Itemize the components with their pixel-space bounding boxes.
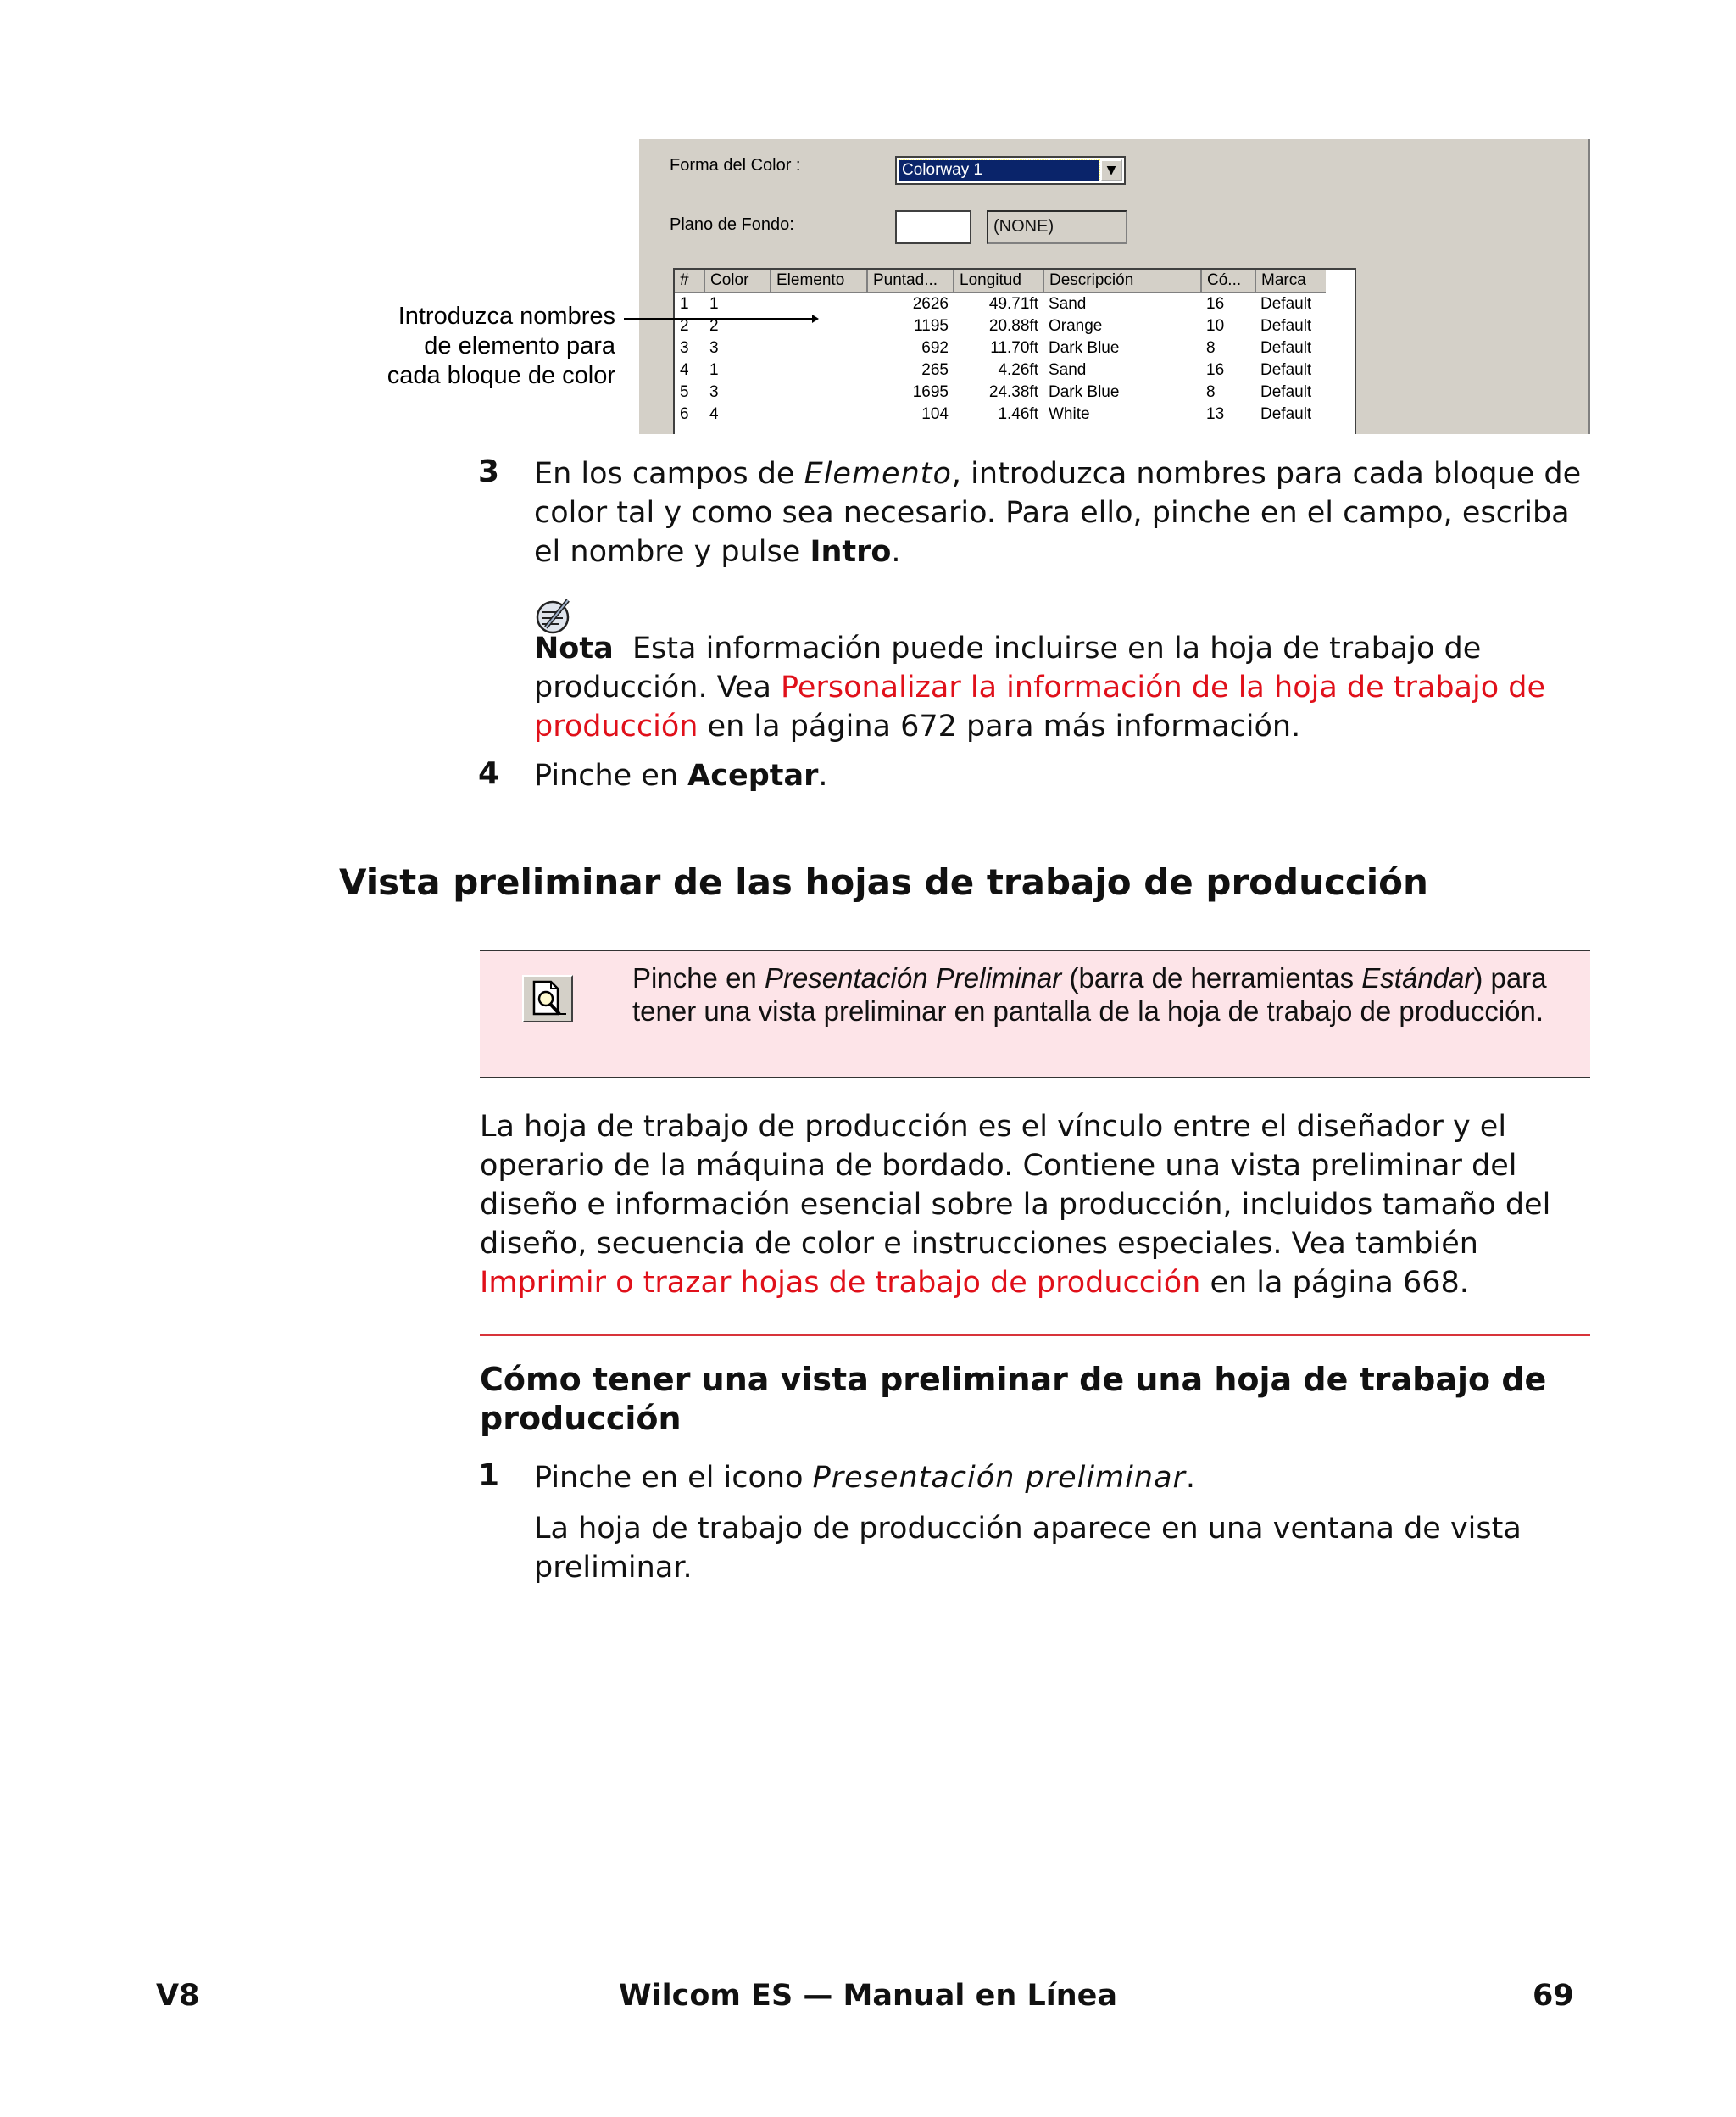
- table-cell[interactable]: [771, 382, 867, 404]
- table-row[interactable]: [675, 359, 1326, 382]
- section-heading: Vista preliminar de las hojas de trabajo de producción: [339, 861, 1428, 903]
- link-imprimir-trazar[interactable]: Imprimir o trazar hojas de trabajo de producción: [480, 1266, 1201, 1300]
- callout-line-2: de elemento para: [424, 332, 615, 359]
- background-name-field: (NONE): [987, 210, 1127, 244]
- footer-title: Wilcom ES — Manual en Línea: [618, 1979, 1118, 2013]
- table-cell: Default: [1260, 339, 1312, 357]
- column-header-marca[interactable]: Marca: [1255, 270, 1326, 292]
- dialog-screenshot: [637, 139, 1590, 434]
- table-cell: Default: [1260, 361, 1312, 379]
- table-cell: 1: [680, 295, 689, 313]
- print-preview-icon: [524, 977, 571, 1021]
- footer-page-number: 69: [1533, 1979, 1574, 2013]
- step-number-1: 1: [478, 1458, 500, 1493]
- table-cell: 4: [709, 405, 719, 423]
- table-cell: 1.46ft: [998, 405, 1038, 423]
- table-cell[interactable]: [771, 292, 867, 315]
- table-cell: 16: [1206, 295, 1225, 313]
- column-header-number[interactable]: #: [675, 270, 704, 292]
- column-header-puntadas[interactable]: Puntad...: [867, 270, 954, 292]
- chevron-down-icon[interactable]: ▼: [1100, 159, 1122, 181]
- tip-text: Pinche en Presentación Preliminar (barra de herramientas Estándar) para tener una vista preliminar en pantalla de la hoja de trabajo de producción.: [632, 962, 1547, 1027]
- print-preview-toolbar-button[interactable]: [522, 975, 573, 1022]
- column-header-longitud[interactable]: Longitud: [954, 270, 1043, 292]
- table-cell: 16: [1206, 361, 1225, 379]
- table-cell[interactable]: [771, 404, 867, 426]
- step-4-text: Pinche en Aceptar.: [534, 759, 828, 793]
- table-cell: 10: [1206, 317, 1225, 335]
- table-cell: 8: [1206, 383, 1216, 401]
- table-cell: 5: [680, 383, 689, 401]
- step-number-4: 4: [478, 756, 500, 791]
- table-cell: 692: [921, 339, 949, 357]
- background-color-swatch[interactable]: [895, 210, 971, 244]
- table-cell: 1195: [914, 317, 949, 335]
- column-header-codigo[interactable]: Có...: [1201, 270, 1255, 292]
- table-cell: 4: [680, 361, 689, 379]
- link-personalizar-info[interactable]: Personalizar la información de la hoja de trabajo de producción: [534, 671, 1546, 744]
- table-header-row: [675, 270, 1326, 292]
- table-cell[interactable]: [771, 337, 867, 359]
- table-cell: 2: [709, 317, 719, 335]
- footer-version: V8: [156, 1979, 200, 2013]
- tip-box: [480, 950, 1590, 1078]
- table-cell: 2626: [912, 295, 949, 313]
- table-cell: Orange: [1049, 317, 1103, 335]
- column-header-descripcion[interactable]: Descripción: [1043, 270, 1201, 292]
- table-cell: 2: [680, 317, 689, 335]
- color-blocks-table: [673, 268, 1356, 434]
- table-cell: Default: [1260, 317, 1312, 335]
- table-cell: 3: [709, 383, 719, 401]
- step-number-3: 3: [478, 454, 500, 489]
- table-cell: 3: [680, 339, 689, 357]
- step-1-result: La hoja de trabajo de producción aparece en una ventana de vista preliminar.: [534, 1512, 1522, 1585]
- callout-line-1: Introduzca nombres: [398, 303, 615, 330]
- column-header-color[interactable]: Color: [704, 270, 771, 292]
- table-cell: 3: [709, 339, 719, 357]
- table-cell: Default: [1260, 383, 1312, 401]
- table-row[interactable]: [675, 337, 1326, 359]
- table-row[interactable]: [675, 292, 1326, 315]
- table-cell: 6: [680, 405, 689, 423]
- step-1-text: Pinche en el icono Presentación preliminar.: [534, 1461, 1196, 1495]
- callout-label: [356, 302, 615, 391]
- section-divider: [480, 1334, 1590, 1336]
- table-cell: 4.26ft: [998, 361, 1038, 379]
- table-cell[interactable]: [771, 359, 867, 382]
- plano-de-fondo-label: Plano de Fondo:: [670, 215, 794, 234]
- colorway-selected-value: Colorway 1: [899, 160, 1099, 181]
- table-cell: 1: [709, 361, 719, 379]
- column-header-elemento[interactable]: Elemento: [771, 270, 867, 292]
- table-cell: 20.88ft: [988, 317, 1038, 335]
- table-cell: 11.70ft: [990, 339, 1038, 357]
- table-cell: Default: [1260, 295, 1312, 313]
- table-cell: Sand: [1049, 361, 1087, 379]
- table-cell: 1695: [912, 383, 949, 401]
- table-cell: Dark Blue: [1049, 383, 1120, 401]
- forma-del-color-label: Forma del Color :: [670, 156, 801, 175]
- table-cell: 13: [1206, 405, 1225, 423]
- step-3-text: En los campos de Elemento, introduzca nombres para cada bloque de color tal y como sea necesario. Para ello, pinche en el campo, escriba el nombre y pulse Intro.: [534, 457, 1582, 569]
- body-paragraph: La hoja de trabajo de producción es el vínculo entre el diseñador y el operario de la máquina de bordado. Contiene una vista preliminar del diseño e información esencial sobre la producción, incluidos tamaño del diseño, secuencia de color e instrucciones especiales. Vea también Imprimir o trazar hojas de trabajo de producción en la página 668.: [480, 1110, 1551, 1300]
- table-cell: 265: [921, 361, 949, 379]
- note-text: Nota Esta información puede incluirse en la hoja de trabajo de producción. Vea Personalizar la información de la hoja de trabajo de producción en la página 672 para más información.: [534, 632, 1546, 744]
- table-cell: 49.71ft: [988, 295, 1038, 313]
- callout-line-3: cada bloque de color: [387, 362, 615, 389]
- table-cell: 104: [921, 405, 949, 423]
- table-cell: 24.38ft: [988, 383, 1038, 401]
- table-row[interactable]: [675, 382, 1326, 404]
- colorway-select[interactable]: [895, 156, 1126, 185]
- table-cell: Dark Blue: [1049, 339, 1120, 357]
- table-cell: Default: [1260, 405, 1312, 423]
- callout-arrow: [624, 314, 819, 331]
- table-row[interactable]: [675, 404, 1326, 426]
- table-cell: White: [1049, 405, 1090, 423]
- procedure-heading: Cómo tener una vista preliminar de una hoja de trabajo de producción: [480, 1361, 1547, 1437]
- table-cell: 8: [1206, 339, 1216, 357]
- table-cell: 1: [709, 295, 719, 313]
- table-cell: Sand: [1049, 295, 1087, 313]
